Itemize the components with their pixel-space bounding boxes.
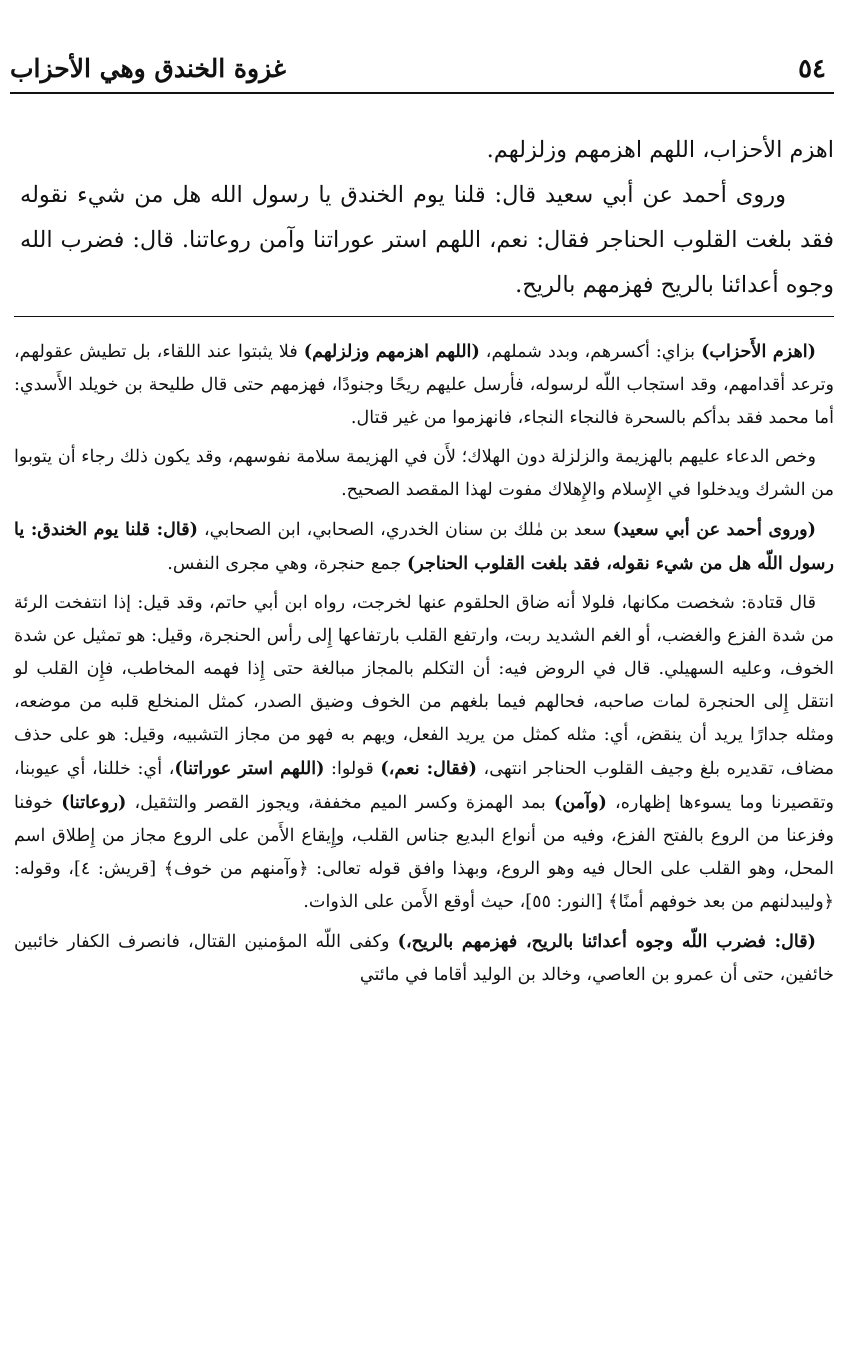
commentary-text: خوفنا وفزعنا من الروع بالفتح الفزع، وفيه من أنواع البديع جناس القلب، وإِيقاع الأَمن على الروع مجاز من إِطلاق اسم المحل، وهو القلب على الحال فيه وهو الروع، وبهذا وافق قوله تعالى: ﴿وآمنهم من خوف﴾ [قريش: ٤]، وقوله: ﴿وليبدلنهم من بعد خوفهم أمنًا﴾ [النور: ٥٥]، حيث أوقع الأَمن على الذوات. [14,793,834,912]
commentary-text: وكفى اللّه المؤمنين القتال، فانصرف الكفار خائبين خائفين، حتى أن عمرو بن العاصي، وخالد بن الوليد أقاما في مائتي [14,932,834,985]
commentary-text: سعد بن مٰلك بن سنان الخدري، الصحابي، ابن الصحابي، [197,520,613,540]
commentary-text: جمع حنجرة، وهي مجرى النفس. [167,554,407,574]
quoted-phrase: (قال: قلنا يوم الخندق: يا رسول اللّه هل من شيء نقوله، فقد بلغت القلوب الحناجر) [14,519,834,574]
commentary-paragraph [14,925,834,992]
commentary-paragraph [14,335,834,435]
quoted-phrase: (اللهم اهزمهم وزلزلهم) [303,341,480,362]
commentary-text: بزاي: أكسرهم، وبدد شملهم، [479,342,702,362]
quoted-phrase: (فقال: نعم،) [380,758,477,779]
hadith-text [20,128,834,308]
commentary-paragraph [14,513,834,581]
page-number: ٥٤ [798,54,826,84]
quoted-phrase: (اللهم استر عوراتنا) [174,758,325,779]
quoted-phrase: (اهزم الأَحزاب) [701,341,816,362]
hadith-paragraph: وروى أحمد عن أبي سعيد قال: قلنا يوم الخندق يا رسول الله هل من شيء نقوله فقد بلغت القلوب الحناجر فقال: نعم، اللهم استر عوراتنا وآمن روعاتنا. قال: فضرب الله وجوه أعدائنا بالريح فهزمهم بالريح. [20,182,834,298]
commentary-text: قال قتادة: شخصت مكانها، فلولا أنه ضاق الحلقوم عنها لخرجت، رواه ابن أبي حاتم، وقد قيل: إذا انتفخت الرئة من شدة الفزع والغضب، أو الغم الشديد ربت، وارتفع القلب بارتفاعها إِلى رأس الحنجرة، وقيل: هو تمثيل عن شدة الخوف، وعليه السهيلي. قال في الروض فيه: أن التكلم بالمجاز مبالغة حتى إِذا فهمه المخاطب، فإِن القلب لو انتقل إِلى الحنجرة لمات صاحبه، فحالهم فيما بلغهم من الخوف وضيق الصدر، كمثل المنخلع قلبه من موضعه، ومثله جدارًا يريد أن ينقض، أي: مثله كمثل من يريد الفعل، ويهم به فهو من مجاز التشبيه، وقيل: هو على حذف مضاف، تقديره بلغ وجيف القلوب الحناجر انتهى، [14,593,835,779]
commentary [14,335,834,998]
commentary-text: قولوا: [324,759,381,779]
quoted-phrase: (روعاتنا) [61,792,127,813]
hadith-line: اهزم الأحزاب، اللهم اهزمهم وزلزلهم. [486,137,834,163]
page-header [10,42,834,94]
section-divider [14,316,834,317]
commentary-text: بمد الهمزة وكسر الميم مخففة، ويجوز القصر والتثقيل، [126,793,554,813]
commentary-paragraph [14,587,834,919]
quoted-phrase: (قال: فضرب اللّه وجوه أعدائنا بالريح، فهزمهم بالريح،) [397,931,816,952]
commentary-paragraph: وخص الدعاء عليهم بالهزيمة والزلزلة دون الهلاك؛ لأَن في الهزيمة سلامة نفوسهم، وقد يكون ذلك رجاء أن يتوبوا من الشرك ويدخلوا في الإِسلام والإِهلاك مفوت لهذا المقصد الصحيح. [14,447,834,500]
commentary-text: ، أي: خللنا، أي عيوبنا، وتقصيرنا وما يسوءها إظهاره، [14,759,834,813]
running-title: غزوة الخندق وهي الأحزاب [10,54,286,83]
quoted-phrase: (وروى أحمد عن أبي سعيد) [612,519,816,540]
commentary-text: فلا يثبتوا عند اللقاء، بل تطيش عقولهم، وترعد أقدامهم، وقد استجاب اللّه لرسوله، فأرسل عليهم ريحًا وجنودًا، فهزمهم حتى قال طليحة بن خويلد الأَسدي: أما محمد فقد بدأكم بالسحرة فالنجاء النجاء، فانهزموا من غير قتال. [14,342,834,428]
quoted-phrase: (وآمن) [554,792,607,813]
